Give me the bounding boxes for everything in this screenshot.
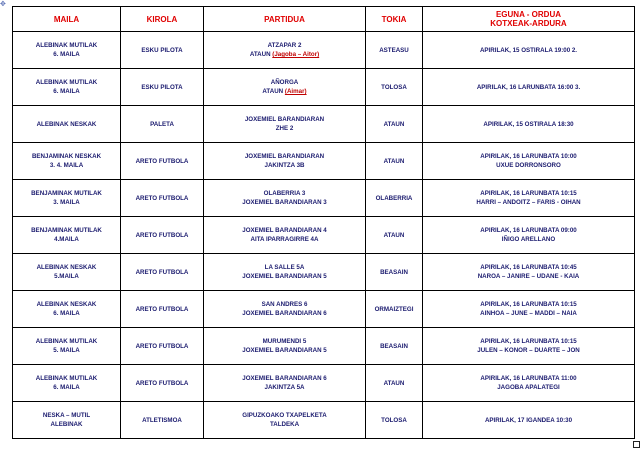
cell-maila-line2: 5.MAILA bbox=[54, 273, 79, 280]
cell-maila-line2: 4.MAILA bbox=[54, 236, 79, 243]
cell-tokia: TOLOSA bbox=[366, 402, 423, 439]
cell-maila-line1: ALEBINAK NESKAK bbox=[36, 120, 97, 128]
cell-partidua bbox=[204, 254, 366, 291]
cell-eguna-line2: AINHOA – JUNE – MADDI – NAIA bbox=[480, 310, 577, 317]
cell-eguna-line2: NAROA – JANIRE – UDANE - KAIA bbox=[477, 273, 580, 280]
cell-maila bbox=[13, 106, 121, 143]
cell-maila-line2: 6. MAILA bbox=[53, 88, 80, 95]
cell-partidua-line1: MURUMENDI 5 bbox=[262, 338, 307, 345]
cell-eguna bbox=[423, 69, 635, 106]
cell-partidua-line2 bbox=[206, 50, 363, 59]
table-row bbox=[13, 217, 635, 254]
cell-eguna-line1: APIRILAK, 16 LARUNBATA 09:00 bbox=[480, 227, 577, 234]
cell-partidua-line2 bbox=[206, 383, 363, 392]
table-row bbox=[13, 328, 635, 365]
table-row bbox=[13, 254, 635, 291]
table-row bbox=[13, 32, 635, 69]
page-end-marker bbox=[633, 441, 640, 448]
cell-partidua-line1: LA SALLE 5A bbox=[264, 264, 305, 271]
cell-partidua-line2 bbox=[206, 87, 363, 96]
cell-partidua-line1: JOXEMIEL BARANDIARAN bbox=[244, 116, 325, 123]
cell-maila bbox=[13, 291, 121, 328]
cell-partidua-line1: JOXEMIEL BARANDIARAN 4 bbox=[242, 227, 327, 234]
cell-maila bbox=[13, 254, 121, 291]
cell-kirola: ATLETISMOA bbox=[121, 402, 204, 439]
header-eguna-ordua bbox=[423, 7, 635, 32]
table-row bbox=[13, 106, 635, 143]
cell-maila-line1: ALEBINAK NESKAK bbox=[36, 301, 97, 308]
cell-eguna-line1: APIRILAK, 17 IGANDEA 10:30 bbox=[484, 416, 573, 424]
cell-kirola: ARETO FUTBOLA bbox=[121, 328, 204, 365]
cell-partidua-line2-team: JAKINTZA 5A bbox=[264, 384, 305, 391]
cell-kirola: PALETA bbox=[121, 106, 204, 143]
cell-partidua-line2 bbox=[206, 309, 363, 318]
cell-kirola: ARETO FUTBOLA bbox=[121, 180, 204, 217]
cell-tokia: BEASAIN bbox=[366, 328, 423, 365]
cell-eguna-line1: APIRILAK, 16 LARUNBATA 10:15 bbox=[480, 301, 577, 308]
header-kirola: KIROLA bbox=[121, 7, 204, 32]
cell-kirola: ARETO FUTBOLA bbox=[121, 143, 204, 180]
cell-maila-line2: 6. MAILA bbox=[53, 310, 80, 317]
cell-eguna-line2: IÑIGO ARELLANO bbox=[501, 236, 556, 243]
cell-partidua bbox=[204, 217, 366, 254]
table-row bbox=[13, 291, 635, 328]
cell-maila bbox=[13, 143, 121, 180]
cell-partidua-line2-team: ZHE 2 bbox=[275, 125, 294, 132]
cell-kirola: ARETO FUTBOLA bbox=[121, 254, 204, 291]
cell-eguna-line1: APIRILAK, 16 LARUNBATA 16:00 3. bbox=[476, 83, 581, 91]
cell-partidua-line2 bbox=[206, 198, 363, 207]
cell-partidua-players: (Aimar) bbox=[284, 88, 307, 95]
cell-partidua-line2-team: TALDEKA bbox=[269, 421, 300, 428]
cell-partidua bbox=[204, 328, 366, 365]
header-eguna-line2: KOTXEAK-ARDURA bbox=[490, 19, 567, 28]
cell-partidua bbox=[204, 143, 366, 180]
cell-partidua-line2-team: ATAUN bbox=[249, 51, 271, 58]
cell-partidua-line2 bbox=[206, 272, 363, 281]
cell-eguna bbox=[423, 106, 635, 143]
cell-tokia: ASTEASU bbox=[366, 32, 423, 69]
cell-eguna bbox=[423, 143, 635, 180]
cell-eguna-line2: JAGOBA APALATEGI bbox=[497, 384, 560, 391]
cell-maila bbox=[13, 365, 121, 402]
cell-kirola: ESKU PILOTA bbox=[121, 32, 204, 69]
cell-tokia: ORMAIZTEGI bbox=[366, 291, 423, 328]
cell-tokia: OLABERRIA bbox=[366, 180, 423, 217]
cell-eguna-line1: APIRILAK, 16 LARUNBATA 10:00 bbox=[480, 153, 577, 160]
cell-eguna-line1: APIRILAK, 16 LARUNBATA 10:45 bbox=[480, 264, 577, 271]
cell-partidua-line2-team: ATAUN bbox=[262, 88, 284, 95]
cell-maila-line2: 3. 4. MAILA bbox=[49, 162, 84, 169]
cell-eguna bbox=[423, 254, 635, 291]
cell-maila-line1: ALEBINAK MUTILAK bbox=[35, 375, 98, 382]
cell-partidua-line2-team: JAKINTZA 3B bbox=[264, 162, 305, 169]
cell-eguna bbox=[423, 180, 635, 217]
cell-eguna-line2: JULEN – KONOR – DUARTE – JON bbox=[477, 347, 580, 354]
cell-partidua-line2 bbox=[206, 124, 363, 133]
cell-partidua-line1: JOXEMIEL BARANDIARAN bbox=[244, 153, 325, 160]
cell-partidua-line2-team: JOXEMIEL BARANDIARAN 6 bbox=[242, 310, 327, 317]
table-row bbox=[13, 365, 635, 402]
cell-maila-line1: ALEBINAK MUTILAK bbox=[35, 79, 98, 86]
cell-maila-line1: BENJAMINAK MUTILAK bbox=[31, 190, 102, 197]
cell-partidua-line2 bbox=[206, 420, 363, 429]
cell-eguna bbox=[423, 365, 635, 402]
cell-eguna-line1: APIRILAK, 15 OSTIRALA 18:30 bbox=[483, 120, 574, 128]
cell-partidua-line2-team: AITA IPARRAGIRRE 4A bbox=[250, 236, 319, 243]
cell-maila bbox=[13, 180, 121, 217]
cell-partidua bbox=[204, 180, 366, 217]
cell-eguna-line2: UXUE DORRONSORO bbox=[496, 162, 561, 169]
cell-maila-line1: ALEBINAK MUTILAK bbox=[35, 338, 98, 345]
cell-tokia: ATAUN bbox=[366, 365, 423, 402]
cell-eguna bbox=[423, 291, 635, 328]
cell-partidua bbox=[204, 106, 366, 143]
header-tokia: TOKIA bbox=[366, 7, 423, 32]
cell-partidua-line1: ATZAPAR 2 bbox=[267, 42, 302, 49]
cell-eguna-line1: APIRILAK, 15 OSTIRALA 19:00 2. bbox=[479, 46, 578, 54]
schedule-table bbox=[12, 6, 635, 439]
cell-tokia: TOLOSA bbox=[366, 69, 423, 106]
table-row bbox=[13, 180, 635, 217]
cell-kirola: ARETO FUTBOLA bbox=[121, 365, 204, 402]
cell-tokia: BEASAIN bbox=[366, 254, 423, 291]
cell-tokia: ATAUN bbox=[366, 143, 423, 180]
cell-eguna bbox=[423, 402, 635, 439]
cell-maila bbox=[13, 402, 121, 439]
cell-partidua-line2-team: JOXEMIEL BARANDIARAN 5 bbox=[242, 347, 327, 354]
cell-eguna-line1: APIRILAK, 16 LARUNBATA 10:15 bbox=[480, 190, 577, 197]
cell-eguna-line1: APIRILAK, 16 LARUNBATA 11:00 bbox=[480, 375, 577, 382]
header-maila: MAILA bbox=[13, 7, 121, 32]
cell-partidua-line2 bbox=[206, 346, 363, 355]
table-row bbox=[13, 143, 635, 180]
cell-partidua-line2-team: JOXEMIEL BARANDIARAN 5 bbox=[242, 273, 327, 280]
header-row bbox=[13, 7, 635, 32]
cell-maila bbox=[13, 69, 121, 106]
cell-eguna bbox=[423, 32, 635, 69]
cell-maila bbox=[13, 32, 121, 69]
cell-maila-line1: ALEBINAK NESKAK bbox=[36, 264, 97, 271]
cell-partidua-line1: SAN ANDRES 6 bbox=[261, 301, 308, 308]
cell-tokia: ATAUN bbox=[366, 217, 423, 254]
cell-partidua bbox=[204, 291, 366, 328]
header-partidua: PARTIDUA bbox=[204, 7, 366, 32]
cell-maila-line2: 3. MAILA bbox=[53, 199, 80, 206]
cell-partidua-line2 bbox=[206, 161, 363, 170]
cell-partidua-line1: AÑORGA bbox=[270, 79, 299, 86]
cell-partidua-line1: GIPUZKOAKO TXAPELKETA bbox=[242, 412, 327, 419]
cell-eguna bbox=[423, 217, 635, 254]
cell-maila-line1: BENJAMINAK MUTILAK bbox=[31, 227, 102, 234]
cell-maila-line2: 6. MAILA bbox=[53, 384, 80, 391]
cell-eguna bbox=[423, 328, 635, 365]
cell-maila-line1: NESKA – MUTIL bbox=[42, 412, 91, 419]
header-eguna-line1: EGUNA - ORDUA bbox=[495, 10, 562, 19]
cell-eguna-line1: APIRILAK, 16 LARUNBATA 10:15 bbox=[480, 338, 577, 345]
cell-maila bbox=[13, 217, 121, 254]
cell-maila-line2: 5. MAILA bbox=[53, 347, 80, 354]
cell-partidua-line1: JOXEMIEL BARANDIARAN 6 bbox=[242, 375, 327, 382]
cell-kirola: ARETO FUTBOLA bbox=[121, 291, 204, 328]
cell-maila-line2: ALEBINAK bbox=[50, 421, 83, 428]
cell-tokia: ATAUN bbox=[366, 106, 423, 143]
cell-maila-line1: ALEBINAK MUTILAK bbox=[35, 42, 98, 49]
cell-kirola: ARETO FUTBOLA bbox=[121, 217, 204, 254]
document-corner-mark: ✥ bbox=[0, 0, 6, 8]
cell-partidua-line2-team: JOXEMIEL BARANDIARAN 3 bbox=[242, 199, 327, 206]
cell-maila-line1: BENJAMINAK NESKAK bbox=[31, 153, 102, 160]
cell-eguna-line2: HARRI – ANDOITZ – FARIS - OIHAN bbox=[476, 199, 581, 206]
cell-maila bbox=[13, 328, 121, 365]
cell-partidua bbox=[204, 365, 366, 402]
table-row bbox=[13, 402, 635, 439]
cell-partidua-line1: OLABERRIA 3 bbox=[263, 190, 306, 197]
cell-partidua-players: (Jagoba – Aitor) bbox=[272, 51, 320, 58]
cell-maila-line2: 6. MAILA bbox=[53, 51, 80, 58]
cell-partidua-line2 bbox=[206, 235, 363, 244]
cell-partidua bbox=[204, 69, 366, 106]
cell-partidua bbox=[204, 402, 366, 439]
cell-partidua bbox=[204, 32, 366, 69]
cell-kirola: ESKU PILOTA bbox=[121, 69, 204, 106]
table-row bbox=[13, 69, 635, 106]
